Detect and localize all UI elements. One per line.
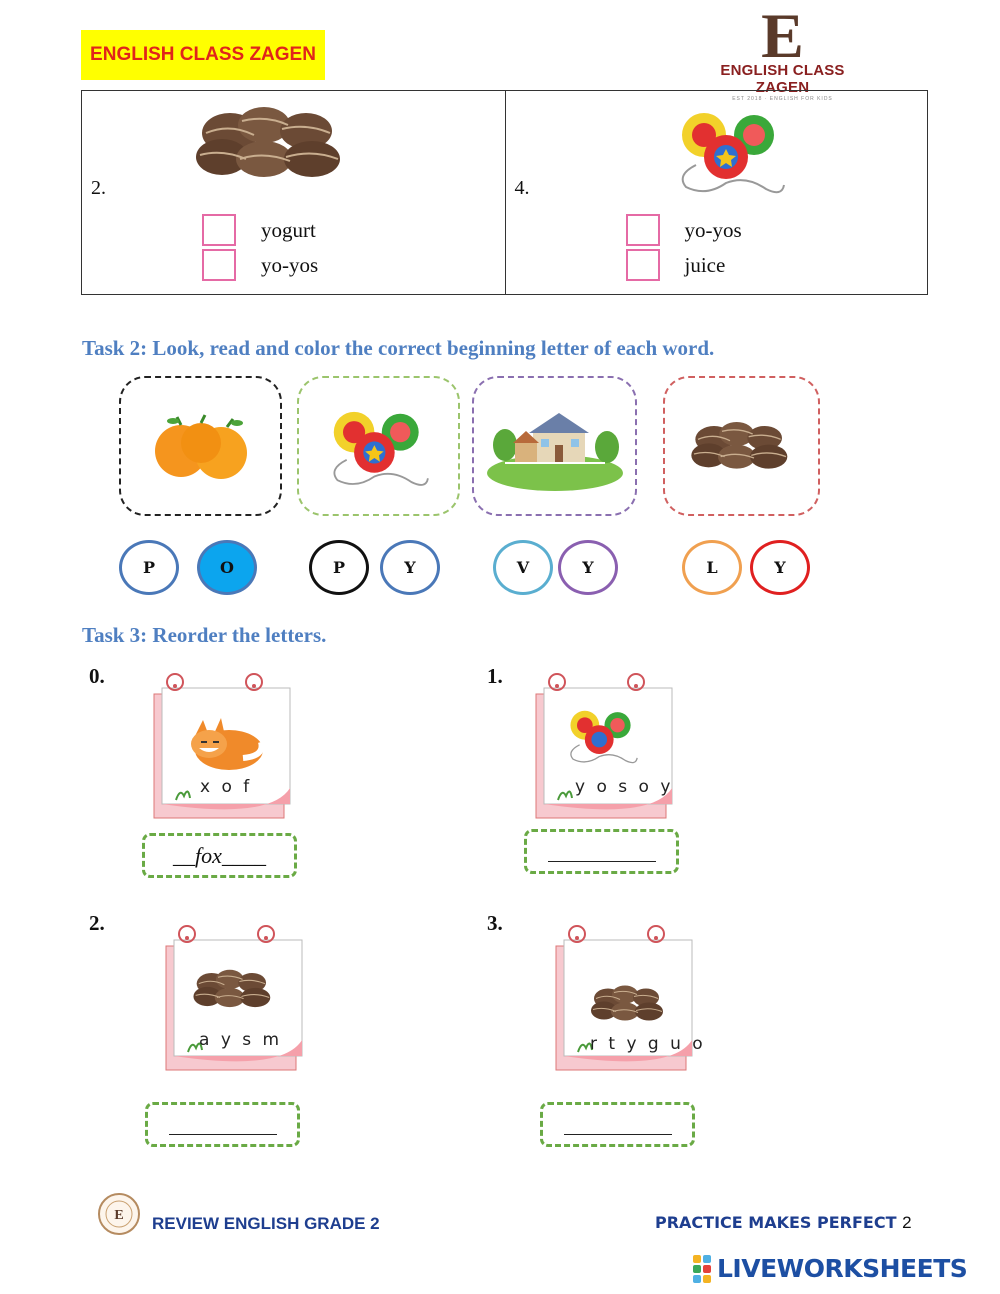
- footer-right-text: PRACTICE MAKES PERFECT: [655, 1213, 897, 1232]
- answer-option: [626, 249, 726, 281]
- option-label: yo-yos: [261, 252, 319, 277]
- taro-icon: [186, 958, 282, 1020]
- answer-line: [169, 1115, 277, 1135]
- question-cell: [82, 91, 505, 294]
- item-number: 0.: [89, 664, 105, 688]
- picture-card: [472, 376, 637, 516]
- question-number: 4.: [514, 177, 530, 199]
- question-number: 2.: [91, 177, 106, 199]
- liveworksheets-icon: [693, 1255, 711, 1283]
- letter-circle[interactable]: P: [119, 540, 179, 595]
- answer-line: [564, 1115, 672, 1135]
- footer-left-text: REVIEW ENGLISH GRADE 2: [152, 1214, 380, 1233]
- letter-circle-selected[interactable]: O: [197, 540, 257, 595]
- fox-icon: [173, 712, 268, 772]
- option-label: yogurt: [261, 217, 316, 242]
- letter-circle[interactable]: V: [493, 540, 553, 595]
- answer-box[interactable]: [540, 1102, 695, 1147]
- answer-option: [202, 249, 318, 281]
- picture-card: [119, 376, 282, 516]
- footer-right: [655, 1213, 912, 1233]
- logo-text: ENGLISH CLASS ZAGEN: [720, 62, 845, 96]
- answer-box[interactable]: [145, 1102, 300, 1147]
- option-label: yo-yos: [684, 217, 742, 242]
- logo-letter: E: [761, 0, 804, 71]
- item-number: 3.: [487, 911, 503, 935]
- scrambled-letters: y o s o y: [575, 777, 674, 797]
- option-checkbox[interactable]: [202, 249, 236, 281]
- svg-text:E: E: [114, 1208, 124, 1223]
- option-checkbox[interactable]: [626, 249, 660, 281]
- question-cell: [505, 91, 928, 294]
- task2-title: Task 2: Look, read and color the correct beginning letter of each word.: [82, 336, 715, 360]
- item-number: 2.: [89, 911, 105, 935]
- taro-icon: [682, 411, 802, 481]
- letter-circle[interactable]: Y: [750, 540, 810, 595]
- letter-circle[interactable]: Y: [558, 540, 618, 595]
- answer-option: [626, 214, 742, 246]
- school-seal-icon: [98, 1193, 140, 1235]
- logo-tagline: EST 2018 · ENGLISH FOR KIDS: [732, 96, 833, 102]
- letter-circle[interactable]: P: [309, 540, 369, 595]
- liveworksheets-logo: [693, 1254, 967, 1283]
- yo-yo-icon: [666, 105, 796, 195]
- answer-box[interactable]: __ fox ____: [142, 833, 297, 878]
- answer-box[interactable]: [524, 829, 679, 874]
- scrambled-letters: x o f: [200, 777, 253, 797]
- letter-circle[interactable]: Y: [380, 540, 440, 595]
- question-table: [81, 90, 928, 295]
- brand-logo: [700, 0, 865, 102]
- page-number: 2: [902, 1213, 912, 1232]
- yo-yo-icon: [319, 401, 439, 491]
- liveworksheets-wordmark: LIVEWORKSHEETS: [717, 1254, 968, 1283]
- scrambled-letters: a y s m: [199, 1030, 283, 1050]
- option-checkbox[interactable]: [202, 214, 236, 246]
- letter-circle[interactable]: L: [682, 540, 742, 595]
- village-icon: [485, 401, 625, 491]
- taro-icon: [182, 103, 362, 183]
- oranges-icon: [151, 411, 251, 481]
- picture-card: [297, 376, 460, 516]
- picture-card: [663, 376, 820, 516]
- option-checkbox[interactable]: [626, 214, 660, 246]
- answer-text: fox: [195, 842, 222, 868]
- item-number: 1.: [487, 664, 503, 688]
- task3-title: Task 3: Reorder the letters.: [82, 623, 327, 647]
- yo-yo-icon: [560, 705, 645, 765]
- header-badge: ENGLISH CLASS ZAGEN: [81, 30, 325, 80]
- answer-option: [202, 214, 316, 246]
- answer-line: [548, 842, 656, 862]
- scrambled-letters: r t y g u o: [590, 1034, 706, 1054]
- option-label: juice: [684, 252, 726, 277]
- taro-icon: [584, 976, 674, 1031]
